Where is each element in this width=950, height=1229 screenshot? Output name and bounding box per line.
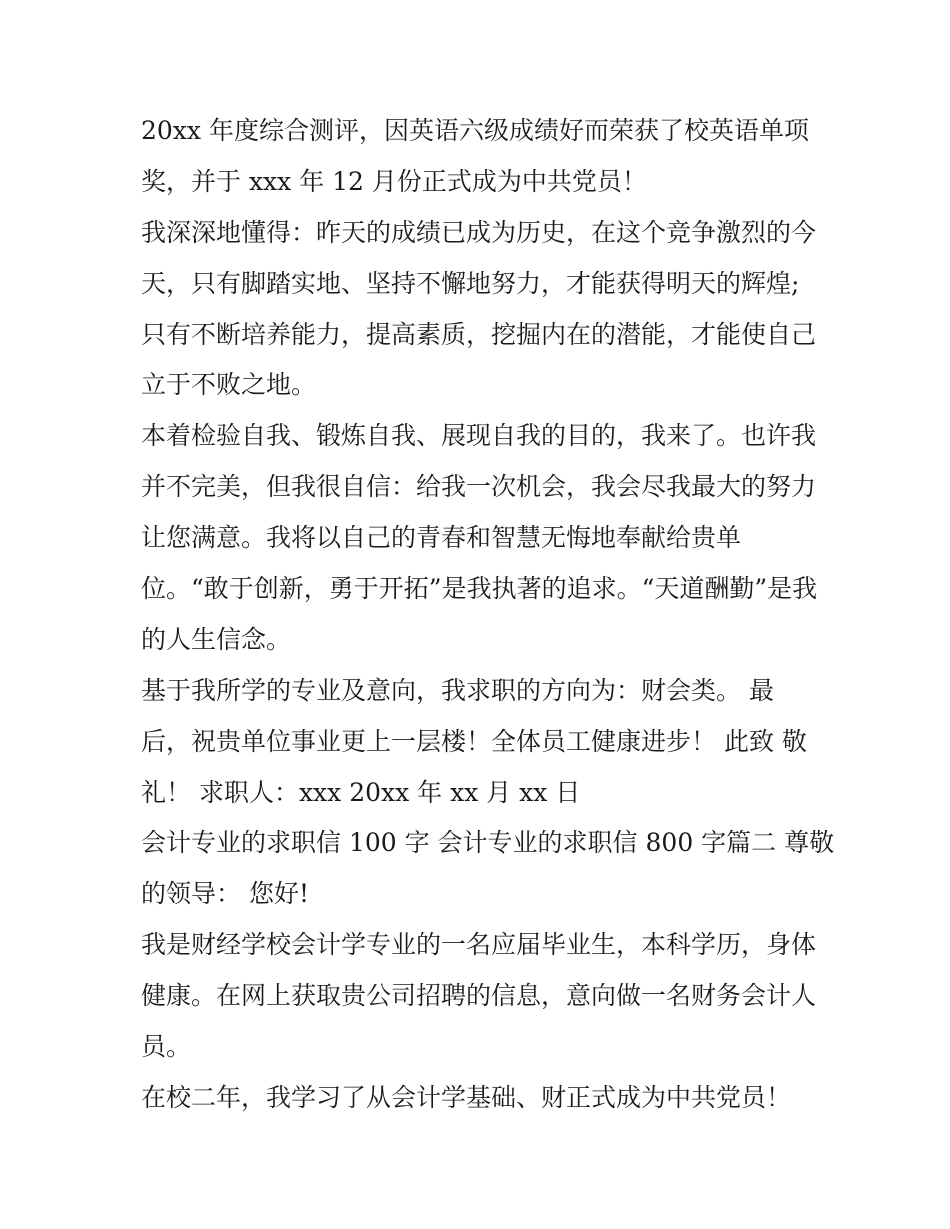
text-line: 健康。在网上获取贵公司招聘的信息，意向做一名财务会计人 (141, 981, 817, 1011)
text-line: 只有不断培养能力，提高素质，挖掘内在的潜能，才能使自己 (141, 319, 817, 349)
text-line: 并不完美，但我很自信：给我一次机会，我会尽我最大的努力 (141, 472, 817, 502)
text-line: 我是财经学校会计学专业的一名应届毕业生，本科学历，身体 (141, 930, 817, 960)
text-line: 在校二年，我学习了从会计学基础、财正式成为中共党员！ (141, 1082, 792, 1112)
text-line: 的领导： 您好! (141, 879, 309, 909)
text-line: 基于我所学的专业及意向，我求职的方向为：财会类。 最 (141, 675, 774, 705)
text-line: 礼！ 求职人：xxx 20xx 年 xx 月 xx 日 (141, 777, 581, 807)
text-line: 天，只有脚踏实地、坚持不懈地努力，才能获得明天的辉煌; (141, 268, 800, 298)
text-line: 后，祝贵单位事业更上一层楼！全体员工健康进步！ 此致 敬 (141, 726, 807, 756)
text-line: 员。 (141, 1032, 192, 1062)
text-line: 位。“敢于创新，勇于开拓”是我执著的追求。“天道酬勤”是我 (141, 574, 818, 604)
text-line: 奖，并于 xxx 年 12 月份正式成为中共党员！ (141, 166, 647, 196)
text-line: 本着检验自我、锻炼自我、展现自我的目的，我来了。也许我 (141, 421, 817, 451)
document-body (141, 106, 835, 1124)
text-line: 会计专业的求职信 100 字 会计专业的求职信 800 字篇二 尊敬 (141, 828, 835, 858)
text-line: 立于不败之地。 (141, 370, 317, 400)
text-line: 20xx 年度综合测评，因英语六级成绩好而荣获了校英语单项 (141, 116, 809, 145)
text-line: 让您满意。我将以自己的青春和智慧无悔地奉献给贵单 (141, 523, 742, 553)
text-line: 的人生信念。 (141, 624, 292, 654)
text-line: 我深深地懂得：昨天的成绩已成为历史，在这个竞争激烈的今 (141, 217, 817, 247)
